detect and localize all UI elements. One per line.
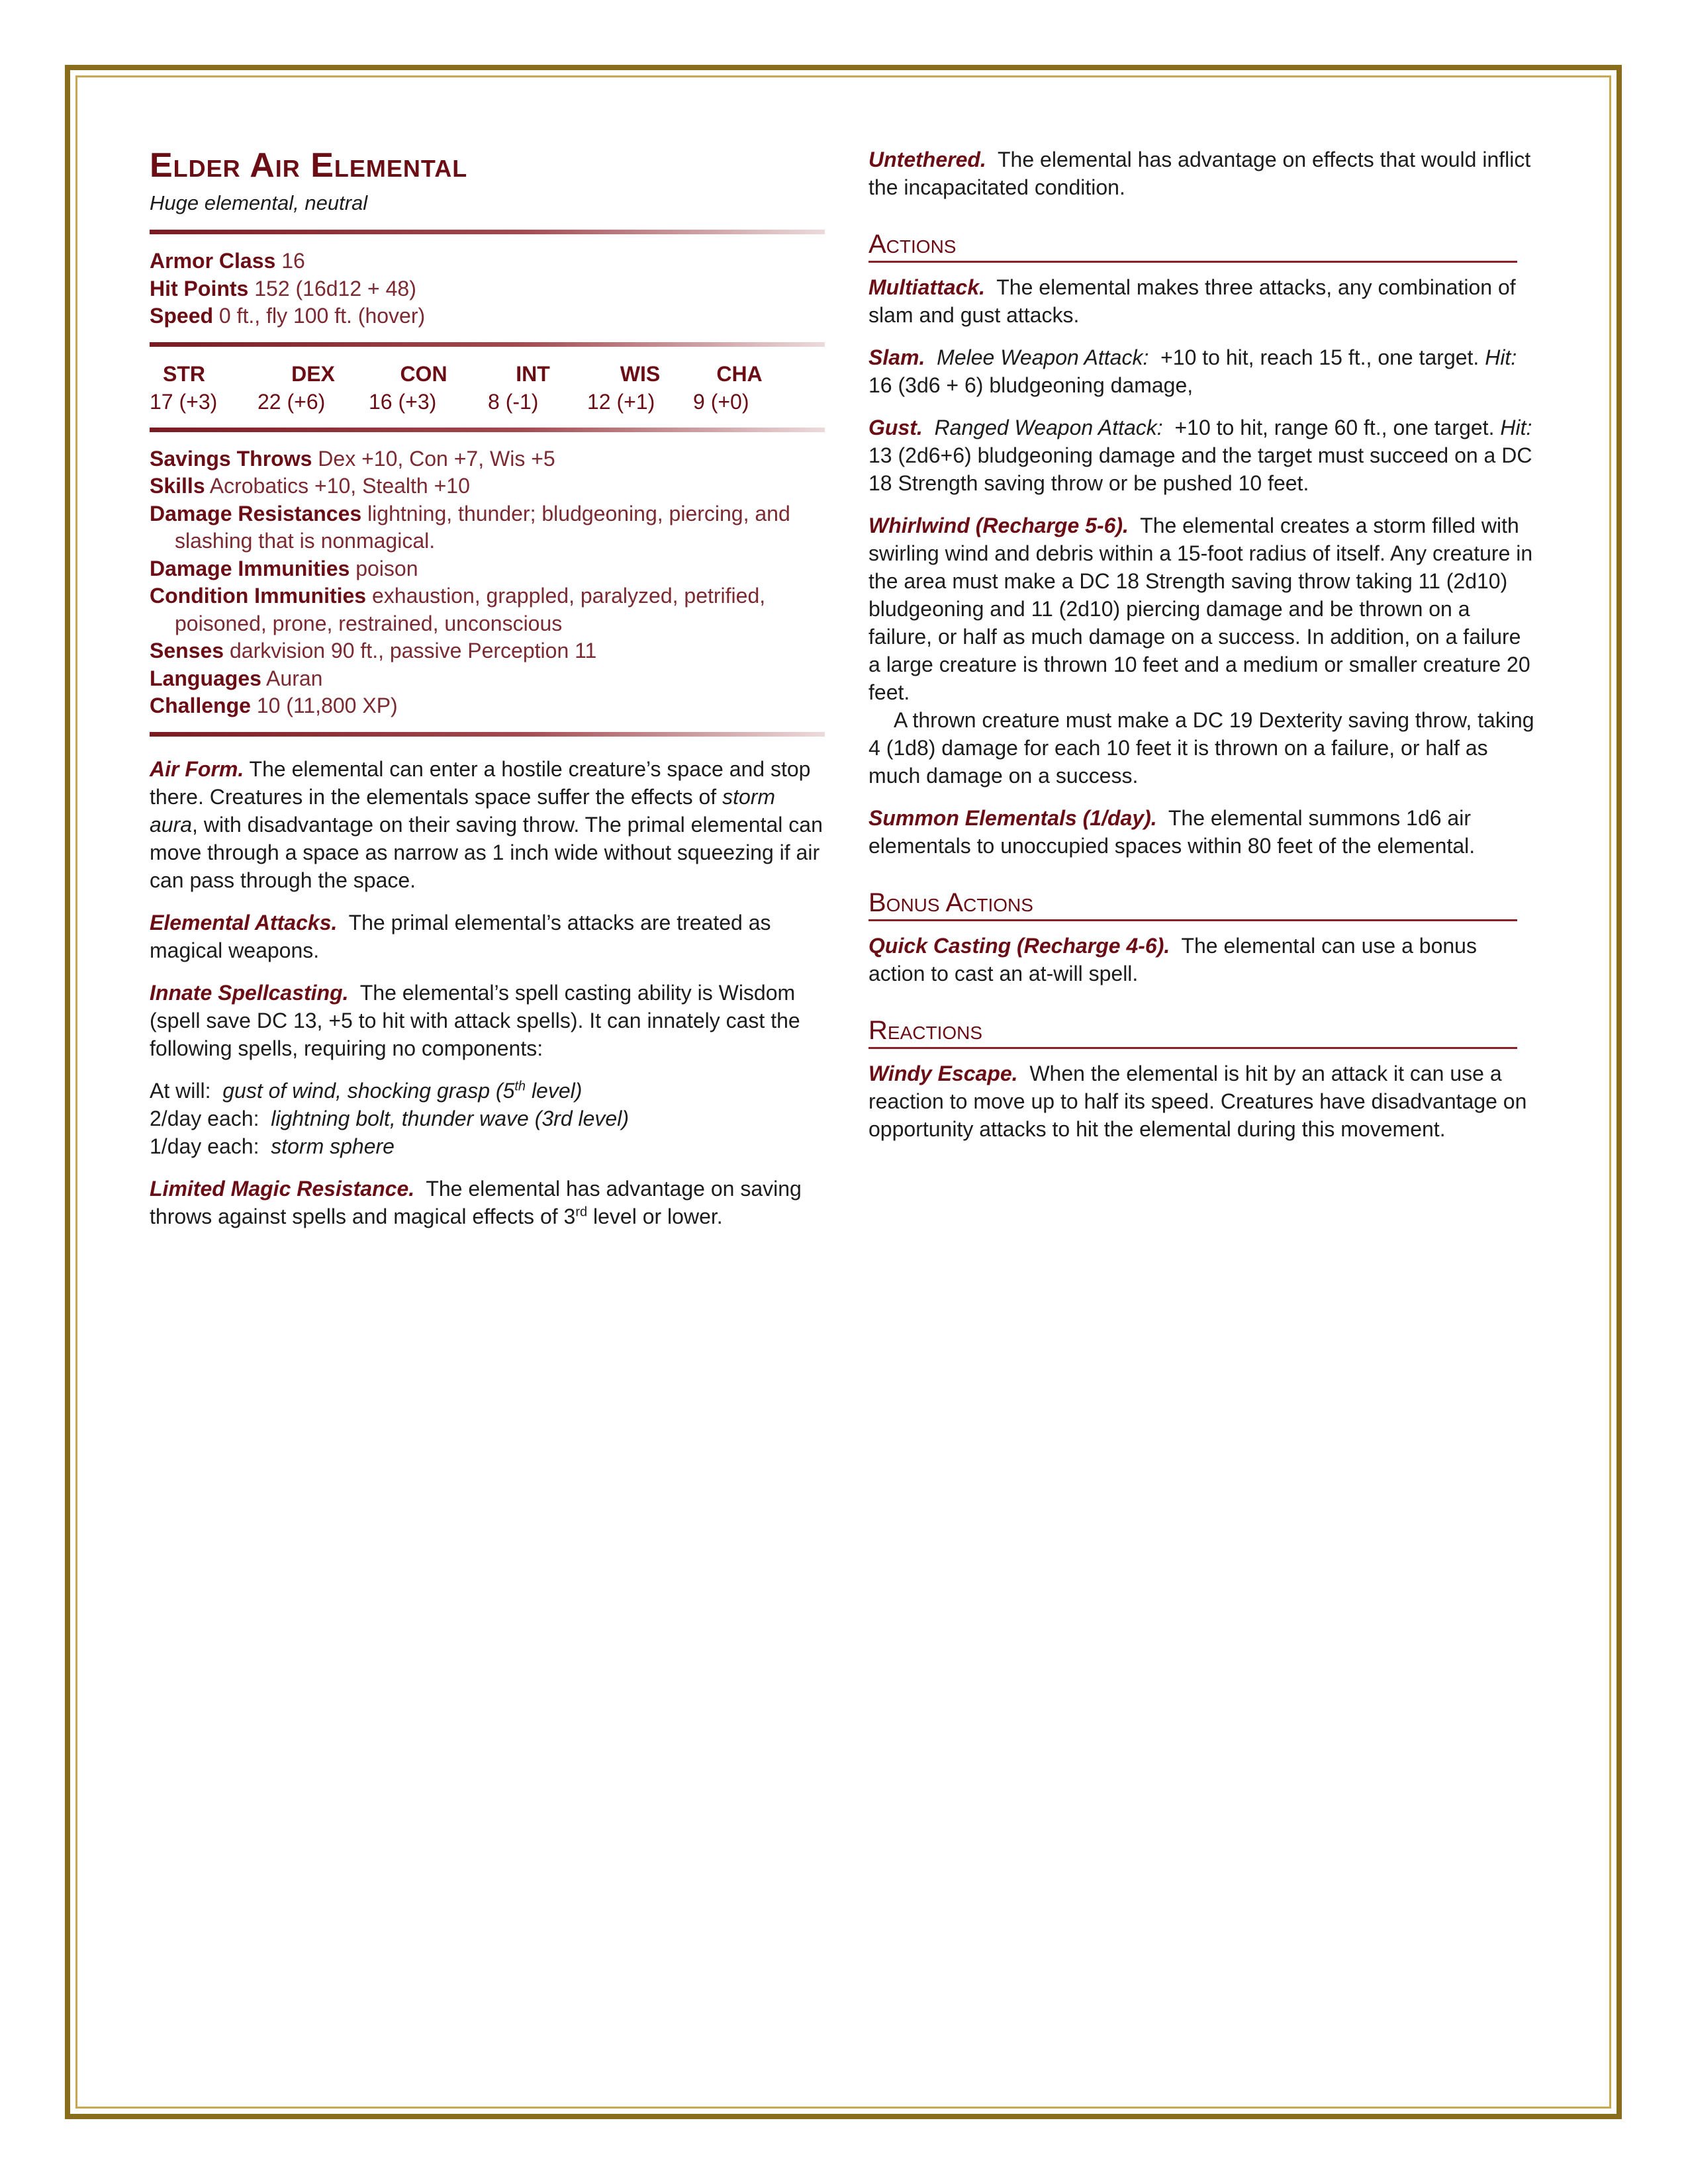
armor-class-value: 16	[281, 249, 305, 273]
languages	[150, 665, 825, 693]
hit-points	[150, 275, 825, 303]
action-name: Summon Elementals (1/day).	[868, 806, 1157, 830]
ability-value: 12 (+1)	[587, 389, 655, 414]
damage-resistances	[150, 500, 825, 555]
ability-value: 16 (+3)	[369, 389, 437, 414]
hit-text: 13 (2d6+6) bludgeoning damage and the target must succeed on a DC 18 Strength saving throw or be pushed 10 feet.	[868, 443, 1532, 495]
hit-points-value: 152 (16d12 + 48)	[254, 276, 416, 300]
action-text: The elemental makes three attacks, any combination of slam and gust attacks.	[868, 275, 1516, 327]
spell-superscript: th	[514, 1079, 526, 1094]
senses-label: Senses	[150, 639, 224, 663]
action-name: Slam.	[868, 345, 925, 369]
hit-points-label: Hit Points	[150, 276, 249, 300]
action-whirlwind	[868, 512, 1538, 706]
trait-text: The elemental has advantage on effects that would inflict the incapacitated condition.	[868, 148, 1531, 199]
attack-text: +10 to hit, reach 15 ft., one target.	[1160, 345, 1479, 369]
divider	[150, 230, 825, 234]
action-name: Gust.	[868, 416, 923, 439]
action-text: The elemental can use a bonus action to cast an at-will spell.	[868, 934, 1477, 985]
condition-immunities-value: exhaustion, grappled, paralyzed, petrified, poisoned, prone, restrained, unconscious	[175, 584, 766, 635]
attack-type: Ranged Weapon Attack:	[934, 416, 1163, 439]
ability-value: 9 (+0)	[693, 389, 749, 414]
spell-frequency: 2/day each:	[150, 1106, 259, 1130]
hit-label: Hit:	[1485, 345, 1517, 369]
skills-label: Skills	[150, 474, 205, 498]
trait-name: Untethered.	[868, 148, 986, 171]
ability-value: 17 (+3)	[150, 389, 218, 414]
divider	[150, 342, 825, 347]
reaction-windy-escape	[868, 1060, 1538, 1143]
trait-name: Limited Magic Resistance.	[150, 1176, 415, 1201]
trait-text: The elemental can enter a hostile creature’s space and stop there. Creatures in the elementals space suffer the effects of	[150, 756, 811, 809]
action-name: Multiattack.	[868, 275, 986, 299]
action-name: Quick Casting (Recharge 4-6).	[868, 934, 1170, 958]
spell-line-2-day	[150, 1105, 825, 1132]
senses	[150, 637, 825, 665]
trait-innate-spellcasting	[150, 979, 825, 1062]
speed	[150, 302, 825, 330]
damage-immunities-label: Damage Immunities	[150, 556, 350, 580]
challenge-value: 10 (11,800 XP)	[256, 694, 398, 718]
monster-type: Huge elemental, neutral	[150, 191, 368, 215]
saving-throws	[150, 445, 825, 473]
attack-type: Melee Weapon Attack:	[937, 345, 1149, 369]
ability-name: DEX	[291, 361, 335, 386]
trait-limited-magic-resistance	[150, 1175, 825, 1230]
skills	[150, 473, 825, 500]
ability-name: STR	[163, 361, 205, 386]
action-text: The elemental summons 1d6 air elementals to unoccupied spaces within 80 feet of the elemental.	[868, 806, 1476, 858]
trait-text-italic: storm aura	[150, 784, 776, 837]
senses-value: darkvision 90 ft., passive Perception 11	[229, 639, 597, 663]
saving-throws-value: Dex +10, Con +7, Wis +5	[318, 446, 555, 471]
ability-value: 22 (+6)	[258, 389, 326, 414]
action-slam	[868, 343, 1538, 399]
armor-class	[150, 248, 825, 275]
attack-text: +10 to hit, range 60 ft., one target.	[1174, 416, 1495, 439]
trait-text: The primal elemental’s attacks are treated as magical weapons.	[150, 910, 771, 962]
trait-name: Air Form.	[150, 756, 244, 781]
bonus-actions-heading: Bonus Actions	[868, 887, 1517, 921]
action-text: The elemental creates a storm filled with swirling wind and debris within a 15-foot radius of itself. Any creature in the area must make a DC 18 Strength saving throw taking 11 (2d10) bludgeoning and 11 (2d10) piercing damage and be thrown on a failure, or half as much damage on a success. In addition, on a failure a large creature is thrown 10 feet and a medium or smaller creature 20 feet.	[868, 514, 1533, 704]
action-name: Windy Escape.	[868, 1062, 1018, 1085]
action-whirlwind-cont	[868, 706, 1538, 790]
ability-scores	[150, 360, 825, 416]
right-column	[868, 146, 1538, 1158]
left-column	[150, 147, 825, 1245]
spell-names: storm sphere	[271, 1134, 395, 1158]
languages-label: Languages	[150, 666, 261, 690]
trait-text: The elemental’s spell casting ability is Wisdom (spell save DC 13, +5 to hit with attack spells). It can innately cast the following spells, requiring no components:	[150, 980, 800, 1060]
spell-names: lightning bolt, thunder wave (3rd level)	[271, 1106, 629, 1130]
bonus-action-quick-casting	[868, 932, 1538, 987]
spell-names: gust of wind, shocking grasp (5	[222, 1078, 515, 1103]
saving-throws-label: Savings Throws	[150, 446, 312, 471]
spell-line-1-day	[150, 1132, 825, 1160]
condition-immunities-label: Condition Immunities	[150, 584, 367, 608]
spell-frequency: 1/day each:	[150, 1134, 259, 1158]
trait-name: Elemental Attacks.	[150, 910, 338, 934]
ability-name: WIS	[620, 361, 661, 386]
ability-name: CON	[400, 361, 447, 386]
trait-elemental-attacks	[150, 909, 825, 964]
languages-value: Auran	[266, 666, 323, 690]
monster-name: Elder Air Elemental	[150, 146, 468, 185]
trait-text: , with disadvantage on their saving throw. The primal elemental can move through a space as narrow as 1 inch wide without squeezing if air can pass through the space.	[150, 812, 823, 892]
spell-line-at-will	[150, 1077, 825, 1105]
ability-name: INT	[516, 361, 550, 386]
trait-superscript: rd	[575, 1205, 588, 1220]
condition-immunities	[150, 582, 825, 637]
spell-names: level)	[526, 1078, 583, 1103]
action-text: When the elemental is hit by an attack it can use a reaction to move up to half its speed. Creatures have disadvantage on opportunity attacks to hit the elemental during this movement.	[868, 1062, 1527, 1141]
action-text: A thrown creature must make a DC 19 Dexterity saving throw, taking 4 (1d8) damage for each 10 feet it is thrown on a failure, or half as much damage on a success.	[868, 708, 1534, 788]
damage-resistances-label: Damage Resistances	[150, 501, 362, 525]
speed-value: 0 ft., fly 100 ft. (hover)	[218, 304, 426, 328]
trait-untethered	[868, 146, 1538, 201]
hit-label: Hit:	[1500, 416, 1532, 439]
trait-text: The elemental has advantage on saving throws against spells and magical effects of 3	[150, 1176, 802, 1228]
divider	[150, 732, 825, 737]
speed-label: Speed	[150, 304, 214, 328]
actions-heading: Actions	[868, 229, 1517, 263]
challenge-label: Challenge	[150, 694, 251, 718]
action-name: Whirlwind (Recharge 5-6).	[868, 514, 1129, 537]
spell-frequency: At will:	[150, 1078, 211, 1103]
action-multiattack	[868, 273, 1538, 329]
damage-resistances-value: lightning, thunder; bludgeoning, piercing, and slashing that is nonmagical.	[175, 501, 790, 553]
reactions-heading: Reactions	[868, 1015, 1517, 1049]
action-summon-elementals	[868, 804, 1538, 860]
action-gust	[868, 414, 1538, 497]
trait-name: Innate Spellcasting.	[150, 980, 349, 1005]
trait-text: level or lower.	[587, 1204, 723, 1228]
damage-immunities-value: poison	[355, 556, 418, 580]
ability-value: 8 (-1)	[488, 389, 539, 414]
trait-air-form	[150, 755, 825, 894]
skills-value: Acrobatics +10, Stealth +10	[209, 474, 470, 498]
damage-immunities	[150, 555, 825, 583]
divider	[150, 428, 825, 432]
spell-list	[150, 1077, 825, 1160]
challenge	[150, 692, 825, 720]
hit-text: 16 (3d6 + 6) bludgeoning damage,	[868, 373, 1194, 397]
armor-class-label: Armor Class	[150, 249, 276, 273]
ability-name: CHA	[716, 361, 763, 386]
